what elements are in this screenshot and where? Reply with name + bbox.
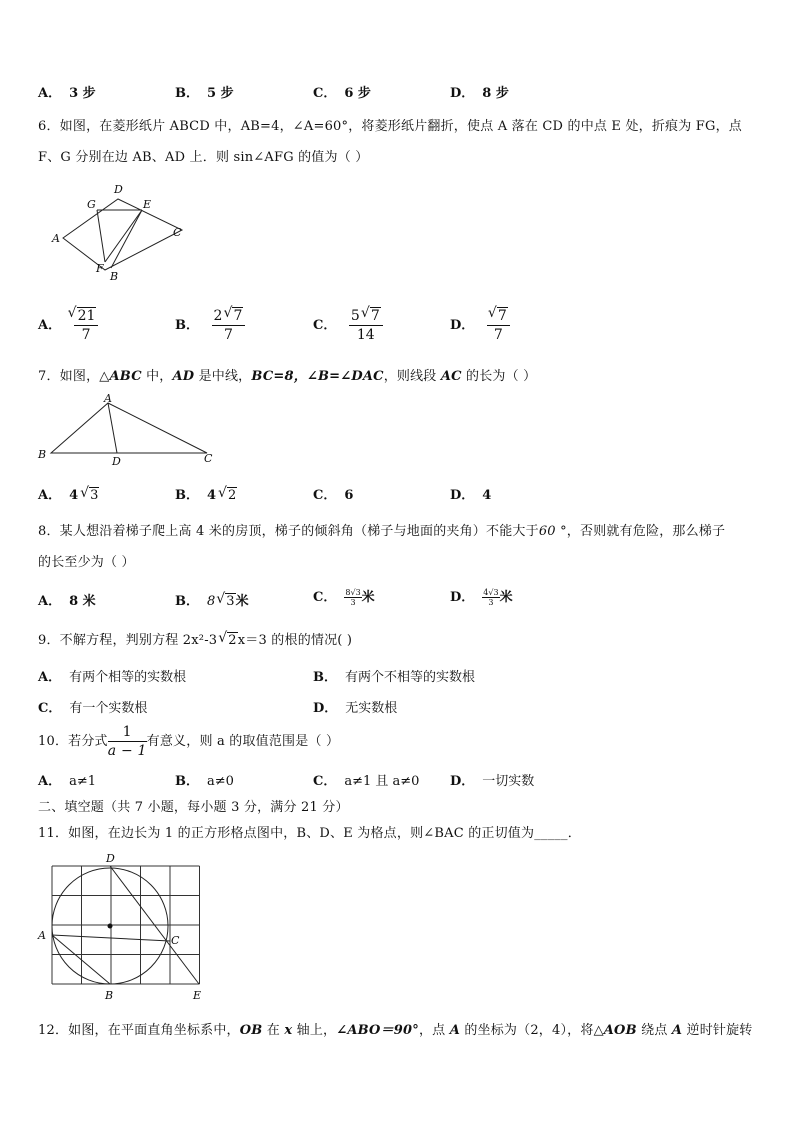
q7-label-d: D [112,455,121,468]
q7-triangle-figure [35,390,220,470]
q9-option-a: A． 有两个相等的实数根 [38,670,187,685]
q7-option-a: A． 4√ 3 [38,484,99,503]
q11-stem: 11．如图，在边长为 1 的正方形格点图中，B、D、E 为格点，则∠BAC 的正切值为_____． [38,826,581,841]
q6-option-d: D． √ $\frac{7}{7}$ [450,307,510,343]
q10-stem: 10．若分式 $\frac{1}{a - 1}$ 有意义，则 a 的取值范围是（ ） [38,724,340,759]
q8-option-b: B． 8√ 3米 [175,590,249,609]
q11-grid-figure [35,848,210,1006]
q10-option-d: D． 一切实数 [450,774,535,789]
q8-option-d: D． $\frac{4√3}{3}$ 米 [450,588,513,607]
q6-rhombus-figure [45,180,195,285]
q7-label-b: B [38,448,47,461]
q6-label-e: E [143,198,152,211]
q6-label-f: F [96,262,104,275]
q9-stem: 9．不解方程，判别方程 2x²-3√ 2x＝3 的根的情况( ) [38,629,352,648]
section-fill-in-title: 二、填空题（共 7 小题，每小题 3 分，满分 21 分） [38,800,349,815]
q6-stem-line1: 6．如图，在菱形纸片 ABCD 中，AB=4，∠A=60°，将菱形纸片翻折，使点 A 落在 CD 的中点 E 处，折痕为 FG，点 [38,119,742,134]
q5-option-d: D． 8 步 [450,86,509,101]
q7-option-d: D． 4 [450,488,492,503]
q6-label-g: G [87,198,96,211]
q6-label-b: B [110,270,119,283]
q11-label-b: B [105,989,114,1002]
q11-label-e: E [193,989,202,1002]
q6-stem-line2: F、G 分别在边 AB、AD 上．则 sin∠AFG 的值为（ ） [38,150,369,165]
q8-option-a: A． 8 米 [38,594,96,609]
q9-option-d: D． 无实数根 [313,701,398,716]
q11-label-d: D [106,852,115,865]
q8-stem-line2: 的长至少为（ ） [38,555,135,570]
q6-option-c: C． $\frac{5√ 7}{14}$ [313,307,383,343]
q5-option-c: C． 6 步 [313,86,371,101]
q10-option-b: B． a≠0 [175,774,234,789]
q6-option-b: B． $\frac{2√ 7}{7}$ [175,307,245,343]
q7-stem: 7．如图，△ABC 中，AD 是中线，BC=8，∠B=∠DAC，则线段 AC 的长为（ ） [38,369,537,384]
q5-option-a: A． 3 步 [38,86,96,101]
q10-option-a: A． a≠1 [38,774,97,789]
q6-option-a: A． √ $\frac{21}{7}$ [38,307,98,343]
q5-option-b: B． 5 步 [175,86,234,101]
q11-label-a: A [38,929,46,942]
q7-option-c: C． 6 [313,488,354,503]
q10-option-c: C． a≠1 且 a≠0 [313,774,420,789]
q11-label-c: C [171,934,180,947]
q7-option-b: B． 4√ 2 [175,484,237,503]
q6-label-a: A [52,232,60,245]
q8-stem-line1: 8．某人想沿着梯子爬上高 4 米的房顶，梯子的倾斜角（梯子与地面的夹角）不能大于60 °，否则就有危险，那么梯子 [38,524,726,539]
q6-label-c: C [173,226,182,239]
q8-option-c: C． $\frac{8√3}{3}$ 米 [313,588,375,607]
q7-label-c: C [204,452,213,465]
q9-option-b: B． 有两个不相等的实数根 [313,670,476,685]
q12-stem: 12．如图，在平面直角坐标系中，OB 在 x 轴上，∠ABO＝90°，点 A 的坐标为（2，4），将△AOB 绕点 A 逆时针旋转 [38,1023,753,1038]
q6-label-d: D [114,183,123,196]
q9-option-c: C． 有一个实数根 [38,701,148,716]
q7-label-a: A [104,392,112,405]
